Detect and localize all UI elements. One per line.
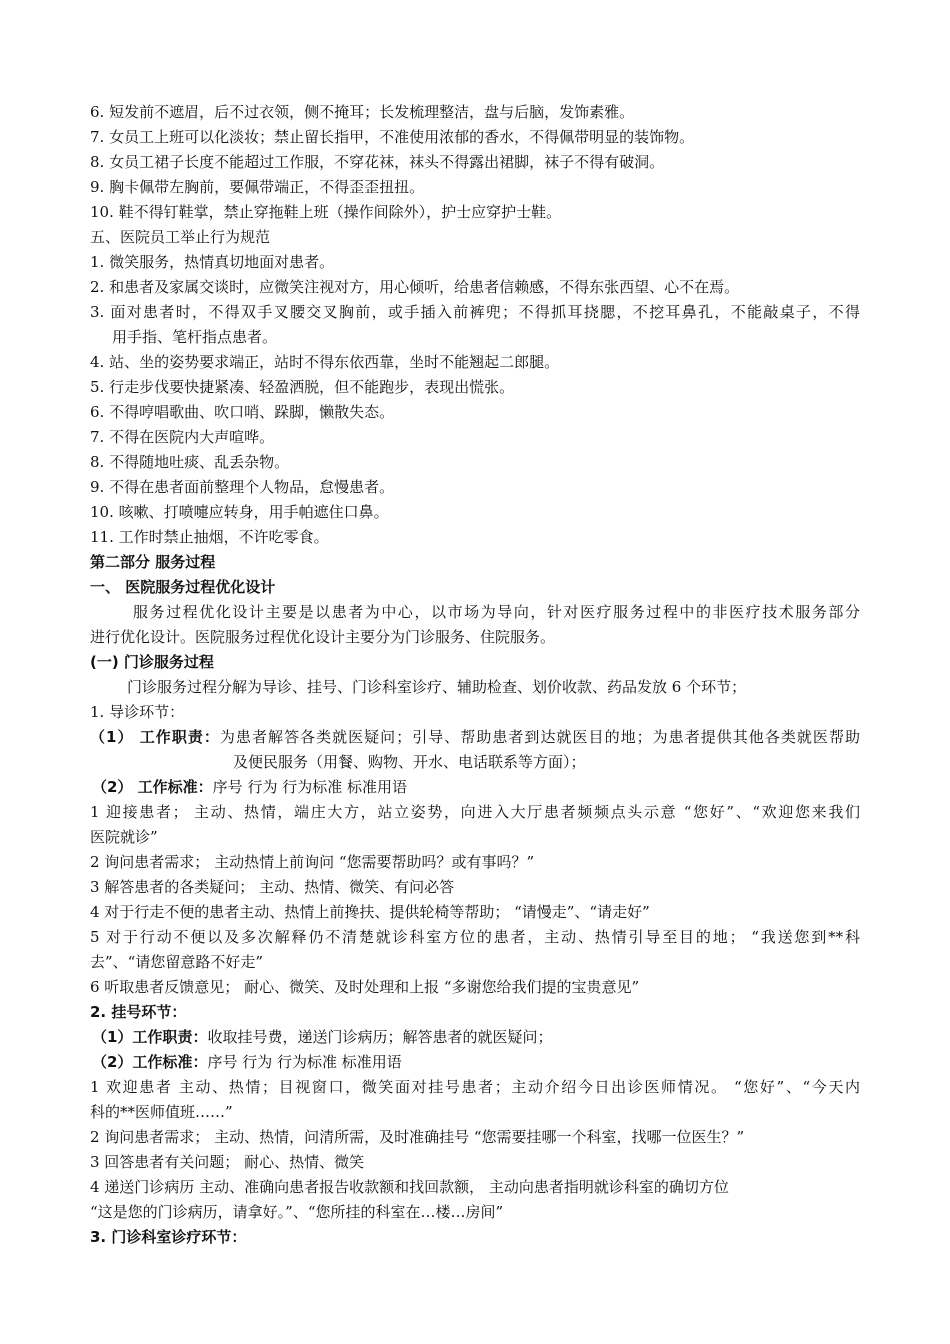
line-text: 7. 不得在医院内大声喧哗。 (90, 428, 275, 446)
text-line (90, 502, 389, 522)
line-text: 科的**医师值班……” (90, 1103, 233, 1121)
line-text: 7. 女员工上班可以化淡妆；禁止留长指甲，不准使用浓郁的香水，不得佩带明显的装饰物。 (90, 128, 695, 146)
text-line (233, 752, 586, 772)
text-line (90, 1127, 744, 1147)
text-line (90, 952, 263, 972)
bold-label: （2） 工作标准： (92, 778, 213, 796)
section-heading (90, 577, 275, 597)
text-line (90, 1102, 233, 1122)
text-line (90, 102, 634, 122)
line-text: 9. 不得在患者面前整理个人物品，怠慢患者。 (90, 478, 395, 496)
line-text: 4 对于行走不便的患者主动、热情上前搀扶、提供轮椅等帮助； “请慢走”、“请走好” (90, 903, 650, 921)
line-text: 3 回答患者有关问题； 耐心、热情、微笑 (90, 1153, 365, 1171)
line-text: 2. 和患者及家属交谈时，应微笑注视对方，用心倾听，给患者信赖感，不得东张西望、心不在焉。 (90, 278, 740, 296)
line-text: 9. 胸卡佩带左胸前，要佩带端正，不得歪歪扭扭。 (90, 178, 425, 196)
text-line (90, 227, 270, 247)
line-text: 服务过程优化设计主要是以患者为中心，以市场为导向，针对医疗服务过程中的非医疗技术服务部分 (133, 603, 860, 621)
text-line (90, 277, 739, 297)
line-text: 6. 不得哼唱歌曲、吹口哨、跺脚，懒散失态。 (90, 403, 395, 421)
line-text: 去”、“请您留意路不好走” (90, 953, 264, 971)
bold-label: 2. 挂号环节： (90, 1003, 187, 1021)
line-text: 门诊服务过程分解为导诊、挂号、门诊科室诊疗、辅助检查、划价收款、药品发放 6 个环节； (127, 678, 747, 696)
text-line (90, 627, 555, 647)
section-heading (90, 652, 214, 672)
text-line (90, 927, 860, 947)
bold-label: （1） 工作职责： (90, 728, 220, 746)
line-text: 1 迎接患者； 主动、热情，端庄大方，站立姿势，向进入大厅患者频频点头示意 “您好”、“欢迎您来我们 (90, 803, 860, 821)
text-line (92, 1052, 402, 1072)
text-line (90, 352, 559, 372)
line-text: 1. 微笑服务，热情真切地面对患者。 (90, 253, 335, 271)
line-text: 五、医院员工举止行为规范 (90, 228, 271, 246)
text-line (133, 602, 860, 622)
text-line (90, 1152, 364, 1172)
text-line (112, 327, 277, 347)
bold-label: 第二部分 服务过程 (90, 553, 216, 571)
section-heading (90, 1002, 186, 1022)
text-line (90, 452, 289, 472)
text-line (90, 152, 664, 172)
line-text: 6 听取患者反馈意见； 耐心、微笑、及时处理和上报 “多谢您给我们提的宝贵意见” (90, 978, 640, 996)
text-line (92, 1027, 552, 1047)
text-line (90, 1077, 860, 1097)
line-text: 用手指、笔杆指点患者。 (112, 328, 278, 346)
line-text: “这是您的门诊病历，请拿好。”、“您所挂的科室在…楼…房间” (90, 1203, 504, 1221)
text-line (90, 827, 158, 847)
line-text: 序号 行为 行为标准 标准用语 (207, 1053, 402, 1071)
text-line (90, 877, 454, 897)
line-text: 11. 工作时禁止抽烟，不许吃零食。 (90, 528, 329, 546)
line-text: 4. 站、坐的姿势要求端正，站时不得东依西靠，坐时不能翘起二郎腿。 (90, 353, 560, 371)
text-line (90, 127, 694, 147)
text-line (90, 1202, 503, 1222)
line-text: 为患者解答各类就医疑问；引导、帮助患者到达就医目的地；为患者提供其他各类就医帮助 (219, 728, 860, 746)
line-text: 5. 行走步伐要快捷紧凑、轻盈洒脱，但不能跑步，表现出慌张。 (90, 378, 515, 396)
line-text: 3. 面对患者时，不得双手叉腰交叉胸前，或手插入前裤兜；不得抓耳挠腮，不挖耳鼻孔，不能敲桌子，不得 (90, 303, 860, 321)
line-text: 及便民服务（用餐、购物、开水、电话联系等方面）； (233, 753, 586, 771)
line-text: 序号 行为 行为标准 标准用语 (212, 778, 407, 796)
bold-label: （2）工作标准： (92, 1053, 208, 1071)
line-text: 3 解答患者的各类疑问； 主动、热情、微笑、有问必答 (90, 878, 455, 896)
text-line (90, 402, 394, 422)
line-text: 1 欢迎患者 主动、热情；目视窗口，微笑面对挂号患者；主动介绍今日出诊医师情况。 “您好”、“今天内 (90, 1078, 860, 1096)
line-text: 2 询问患者需求； 主动热情上前询问 “您需要帮助吗？或有事吗？” (90, 853, 535, 871)
line-text: 进行优化设计。医院服务过程优化设计主要分为门诊服务、住院服务。 (90, 628, 556, 646)
text-line (90, 802, 860, 822)
line-text: 收取挂号费，递送门诊病历；解答患者的就医疑问； (207, 1028, 553, 1046)
text-line (90, 902, 650, 922)
text-line (90, 177, 424, 197)
line-text: 4 递送门诊病历 主动、准确向患者报告收款额和找回款额， 主动向患者指明就诊科室的确切方位 (90, 1178, 729, 1196)
text-line (90, 702, 184, 722)
text-line (90, 377, 514, 397)
text-line (90, 427, 274, 447)
text-line (90, 727, 860, 747)
text-line (127, 677, 746, 697)
section-heading (90, 552, 215, 572)
line-text: 10. 咳嗽、打喷嚏应转身，用手帕遮住口鼻。 (90, 503, 389, 521)
line-text: 10. 鞋不得钉鞋掌，禁止穿拖鞋上班（操作间除外），护士应穿护士鞋。 (90, 203, 562, 221)
text-line (90, 527, 329, 547)
text-line (90, 1177, 729, 1197)
line-text: 8. 不得随地吐痰、乱丢杂物。 (90, 453, 290, 471)
section-heading (90, 1227, 246, 1247)
bold-label: (一) 门诊服务过程 (90, 653, 214, 671)
bold-label: 3. 门诊科室诊疗环节： (90, 1228, 247, 1246)
bold-label: （1）工作职责： (92, 1028, 208, 1046)
text-line (90, 302, 860, 322)
text-line (90, 977, 639, 997)
text-line (90, 477, 394, 497)
line-text: 医院就诊” (90, 828, 158, 846)
line-text: 2 询问患者需求； 主动、热情，问清所需，及时准确挂号 “您需要挂哪一个科室，找哪一位医生？” (90, 1128, 745, 1146)
bold-label: 一、 医院服务过程优化设计 (90, 578, 276, 596)
line-text: 1. 导诊环节： (90, 703, 185, 721)
line-text: 8. 女员工裙子长度不能超过工作服，不穿花袜，袜头不得露出裙脚，袜子不得有破洞。 (90, 153, 665, 171)
text-line (90, 202, 561, 222)
text-line (92, 777, 407, 797)
text-line (90, 852, 534, 872)
line-text: 6. 短发前不遮眉，后不过衣领，侧不掩耳；长发梳理整洁，盘与后脑，发饰素雅。 (90, 103, 635, 121)
line-text: 5 对于行动不便以及多次解释仍不清楚就诊科室方位的患者，主动、热情引导至目的地； “我送您到**科 (90, 928, 860, 946)
text-line (90, 252, 334, 272)
